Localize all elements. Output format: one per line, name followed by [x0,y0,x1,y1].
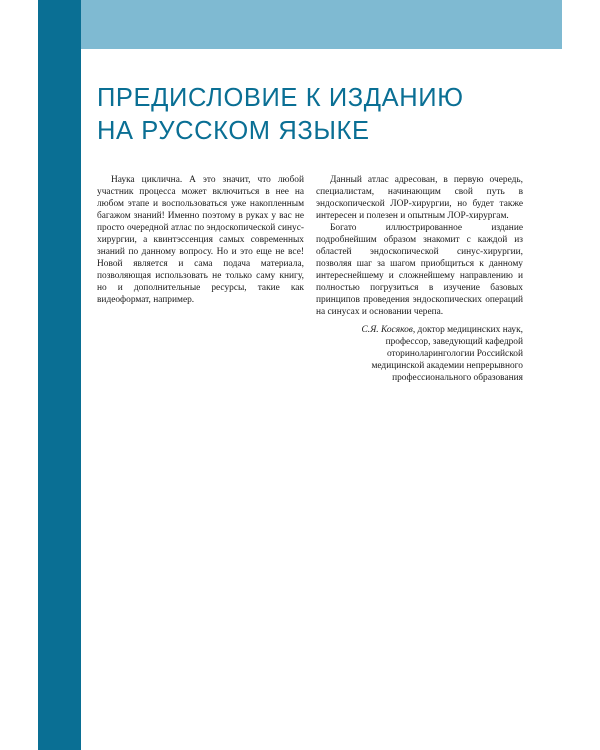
signature-credentials-1: , доктор медицинских наук, [412,325,523,335]
page-title [97,82,537,148]
signature-credentials-2: профессор, заведующий кафедрой [385,337,523,347]
signature-block [316,324,523,384]
signature-author: С.Я. Косяков [361,325,413,335]
right-paragraph-1: Данный атлас адресован, в первую очередь, специалистам, начинающим свой путь в эндоскопической ЛОР-хирургии, но будет также интересен и полезен и опытным ЛОР-хирургам. [316,175,523,221]
left-paragraph-1: Наука циклична. А это значит, что любой участник процесса может включиться в нее на любом этапе и воспользоваться уже накопленным багажом знаний! Именно поэтому в руках у вас не просто очередной атлас по эндоскопической синус-хирургии, а квинтэссенция самых современных знаний по данному вопросу. Но и это еще не все! Новой является и сама подача материала, позволяющая использовать не только саму книгу, но и дополнительные ресурсы, такие как видеоформат, например. [97,175,304,305]
signature-credentials-3: оториноларингологии Российской [386,349,523,359]
left-column [97,174,304,306]
signature-credentials-5: профессионального образования [392,373,523,383]
right-paragraph-2: Богато иллюстрированное издание подробнейшим образом знакомит с каждой из областей эндоскопической синус-хирургии, позволяя шаг за шагом приобщиться к данному интереснейшему и сложнейшему направлению и полностью погрузиться в изучение базовых принципов проведения эндоскопических операций на синусах и основании черепа. [316,223,523,317]
right-column [316,174,523,384]
signature-credentials-4: медицинской академии непрерывного [371,361,523,371]
title-line-2: НА РУССКОМ ЯЗЫКЕ [97,117,370,145]
signature-line-1 [316,324,523,336]
side-color-bar [38,0,81,750]
top-color-band [81,0,562,49]
title-line-1: ПРЕДИСЛОВИЕ К ИЗДАНИЮ [97,84,464,112]
